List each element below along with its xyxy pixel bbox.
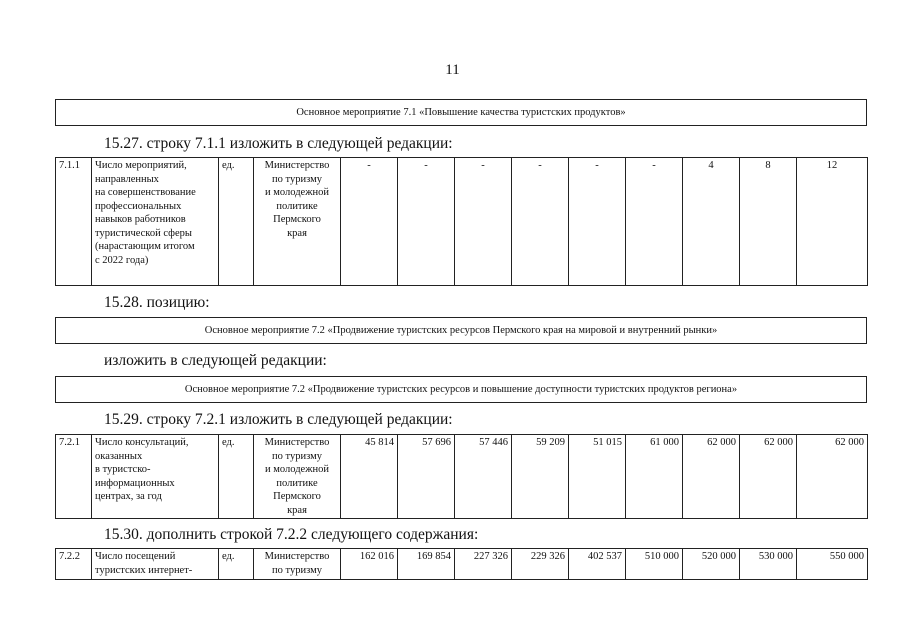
row-code: 7.2.2 [56,549,92,580]
unit-cell: ед. [219,549,254,580]
value-cell: 402 537 [569,549,626,580]
value-cell: 57 446 [455,435,512,519]
value-cell: 62 000 [740,435,797,519]
main-activity-7-2-old-text: Основное мероприятие 7.2 «Продвижение туристских ресурсов Пермского края на мировой и внутренний рынки» [204,325,718,336]
value-cell: 8 [740,158,797,286]
paragraph-15-28: 15.28. позицию: [104,294,210,311]
table-row-7-2-1 [55,434,868,519]
page-number: 11 [445,62,460,78]
value-cell: 57 696 [398,435,455,519]
value-cell: 51 015 [569,435,626,519]
value-cell: 550 000 [797,549,868,580]
paragraph-15-30: 15.30. дополнить строкой 7.2.2 следующего содержания: [104,526,479,543]
value-cell: - [455,158,512,286]
value-cell: 12 [797,158,868,286]
value-cell: - [626,158,683,286]
main-activity-7-2-new-box [55,376,867,403]
value-cell: 162 016 [341,549,398,580]
value-cell: 530 000 [740,549,797,580]
value-cell: 45 814 [341,435,398,519]
responsible-ministry: Министерство по туризму [254,549,341,580]
main-activity-7-2-new-text: Основное мероприятие 7.2 «Продвижение туристских ресурсов и повышение доступности туристских продуктов региона» [184,384,738,395]
value-cell: 227 326 [455,549,512,580]
value-cell: - [398,158,455,286]
table-row-7-2-2 [55,548,868,580]
value-cell: 62 000 [683,435,740,519]
unit-cell: ед. [219,435,254,519]
paragraph-15-27: 15.27. строку 7.1.1 изложить в следующей редакции: [104,135,453,152]
value-cell: 4 [683,158,740,286]
value-cell: 520 000 [683,549,740,580]
paragraph-15-29: 15.29. строку 7.2.1 изложить в следующей редакции: [104,411,453,428]
value-cell: - [512,158,569,286]
value-cell: 229 326 [512,549,569,580]
responsible-ministry: Министерство по туризму и молодежной политике Пермского края [254,435,341,519]
row-code: 7.1.1 [56,158,92,286]
responsible-ministry: Министерство по туризму и молодежной политике Пермского края [254,158,341,286]
value-cell: 61 000 [626,435,683,519]
main-activity-7-1-box [55,99,867,126]
value-cell: 510 000 [626,549,683,580]
unit-cell: ед. [219,158,254,286]
value-cell: 59 209 [512,435,569,519]
value-cell: - [341,158,398,286]
row-code: 7.2.1 [56,435,92,519]
main-activity-7-1-text: Основное мероприятие 7.1 «Повышение качества туристских продуктов» [296,107,626,118]
value-cell: 62 000 [797,435,868,519]
value-cell: - [569,158,626,286]
table-row [56,158,868,286]
table-row [56,435,868,519]
main-activity-7-2-old-box [55,317,867,344]
paragraph-replace: изложить в следующей редакции: [104,352,327,369]
indicator-name: Число мероприятий, направленных на совершенствование профессиональных навыков работников туристической сферы (нарастающим итогом с 2022 года) [92,158,219,286]
table-row-7-1-1 [55,157,868,286]
indicator-name: Число консультаций, оказанных в туристско- информационных центрах, за год [92,435,219,519]
value-cell: 169 854 [398,549,455,580]
table-row [56,549,868,580]
indicator-name: Число посещений туристских интернет- [92,549,219,580]
